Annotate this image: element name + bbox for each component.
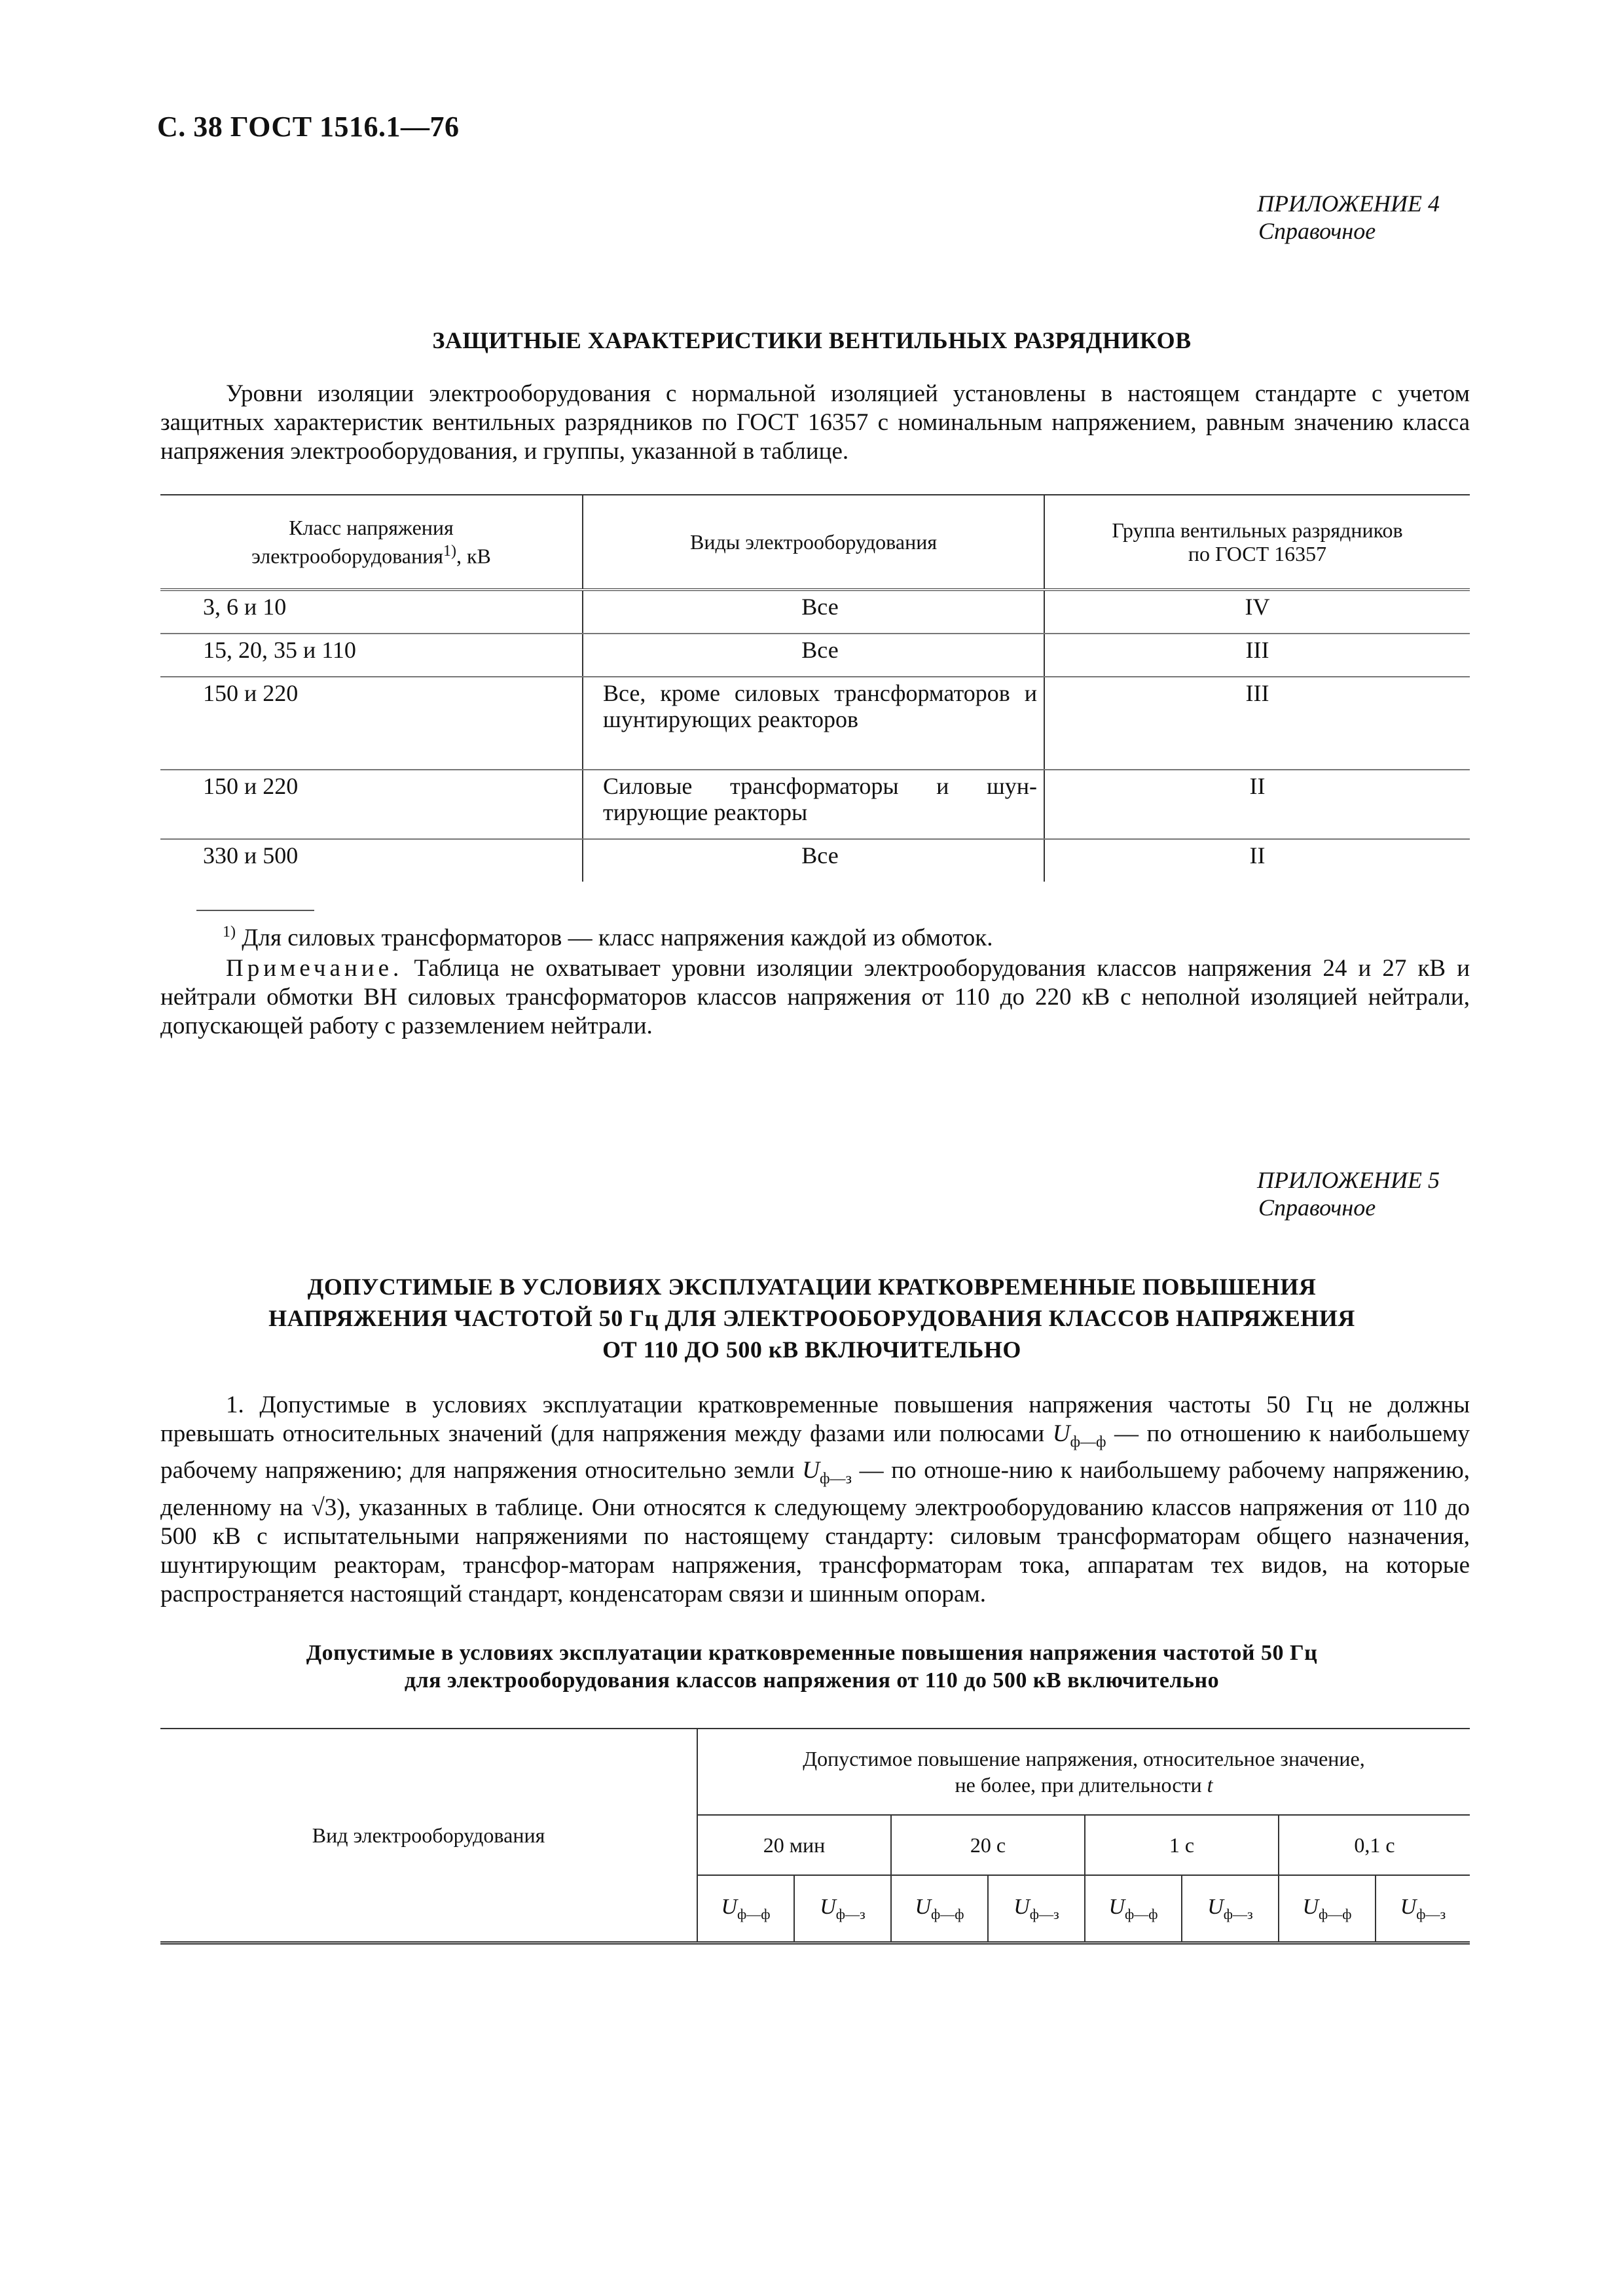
table-footnote: [223, 918, 993, 952]
para-part2: — по отношению к наибольшему рабочему напряжению; для напряжения относительно земли: [160, 1420, 1470, 1484]
u-subscript: ф—з: [835, 1905, 866, 1922]
cell-class: 150 и 220: [160, 677, 583, 770]
col-equipment-kind-header: Виды электрооборудования: [583, 495, 1044, 590]
u-phase-ground: [988, 1875, 1085, 1943]
cell-group: II: [1044, 770, 1470, 839]
cell-class: 3, 6 и 10: [160, 590, 583, 634]
u-subscript: ф—ф: [1125, 1905, 1158, 1922]
u-phase-ground: [1376, 1875, 1470, 1943]
col-voltage-class-header: [160, 495, 583, 590]
note-text: Таблица не охватывает уровни изоляции электрооборудования классов напряжения 24 и 27 кВ и нейтрали обмотки ВН силовых трансформаторов классов напряжения от 110 до 220 кВ с неполной изоляцией нейтрали, допускающей работу с разземлением нейтрали.: [160, 955, 1470, 1039]
appendix5-title: [157, 1271, 1467, 1365]
appendix5-kind: Справочное: [1258, 1194, 1376, 1221]
appendix4-kind: Справочное: [1258, 218, 1376, 244]
u-letter: U: [721, 1894, 738, 1919]
u-letter: U: [820, 1894, 836, 1919]
cell-kind: Силовые трансформаторы и шун-тирующие реакторы: [583, 770, 1044, 839]
table-note: [160, 954, 1470, 1041]
u-subscript: ф—ф: [1319, 1905, 1352, 1922]
u-letter: U: [915, 1894, 932, 1919]
appendix5-title-line1: ДОПУСТИМЫЕ В УСЛОВИЯХ ЭКСПЛУАТАЦИИ КРАТКОВРЕМЕННЫЕ ПОВЫШЕНИЯ: [307, 1274, 1317, 1300]
u-sub-fz: ф—з: [819, 1470, 852, 1488]
table2-title-line2: для электрооборудования классов напряжения от 110 до 500 кВ включительно: [404, 1668, 1220, 1693]
u-phase-phase: [891, 1875, 988, 1943]
col3-line1: Группа вентильных разрядников: [1112, 518, 1403, 542]
appendix4-label: ПРИЛОЖЕНИЕ 4: [1257, 190, 1440, 217]
para-part3: — по отноше-нию к наибольшему рабочему напряжению, деленному на √3), указанных в таблице. Они относятся к следующему электрооборудованию классов напряжения от 110 до 500 кВ с испытательными напряжениями по настоящему стандарту: силовым трансформаторам общего назначения, шунтирующим реакторам, трансфор-маторам напряжения, трансформаторам тока, аппаратам тех видов, на которые распространяется настоящий стандарт, конденсаторам связи и шинным опорам.: [160, 1457, 1470, 1607]
duration-20min: 20 мин: [697, 1815, 891, 1875]
table2-title: [157, 1640, 1467, 1695]
u-letter: U: [1302, 1894, 1319, 1919]
footnote-mark: 1): [223, 924, 236, 941]
para-part1: 1. Допустимые в условиях эксплуатации кратковременные повышения напряжения частоты 50 Гц не должны превышать относительных значений (для напряжения между фазами или полюсами: [160, 1391, 1470, 1447]
u-symbol: U: [802, 1457, 820, 1484]
u-letter: U: [1108, 1894, 1125, 1919]
table-row: [160, 770, 1470, 839]
appendix5-title-line3: ОТ 110 ДО 500 кВ ВКЛЮЧИТЕЛЬНО: [602, 1336, 1021, 1363]
cell-kind: Все: [583, 590, 1044, 634]
u-subscript: ф—з: [1029, 1905, 1059, 1922]
appendix4-title: ЗАЩИТНЫЕ ХАРАКТЕРИСТИКИ ВЕНТИЛЬНЫХ РАЗРЯДНИКОВ: [432, 327, 1192, 353]
overvoltage-table: [160, 1728, 1470, 1945]
cell-group: III: [1044, 677, 1470, 770]
table-row: [160, 677, 1470, 770]
cell-group: III: [1044, 634, 1470, 677]
appendix4-label-block: [1257, 190, 1440, 245]
u-phase-phase: [697, 1875, 794, 1943]
u-phase-ground: [1182, 1875, 1279, 1943]
cell-kind: Все, кроме силовых трансформаторов и шунтирующих реакторов: [583, 677, 1044, 770]
u-phase-ground: [794, 1875, 891, 1943]
cell-class: 330 и 500: [203, 842, 299, 869]
u-symbol: U: [1052, 1420, 1070, 1447]
table-row: [160, 839, 1470, 882]
col1-line1: Класс напряжения: [289, 516, 454, 540]
col1-line2: электрооборудования: [251, 544, 443, 568]
main-header-line1: Допустимое повышение напряжения, относительное значение,: [803, 1747, 1365, 1770]
u-phase-phase: [1085, 1875, 1182, 1943]
u-subscript: ф—ф: [931, 1905, 964, 1922]
duration-1s: 1 с: [1085, 1815, 1279, 1875]
cell-group: IV: [1044, 590, 1470, 634]
equipment-kind-header: Вид электрооборудования: [160, 1729, 697, 1943]
u-subscript: ф—з: [1416, 1905, 1446, 1922]
cell-group: II: [1044, 839, 1470, 882]
u-letter: U: [1013, 1894, 1030, 1919]
col1-footnote-mark: 1): [443, 543, 456, 560]
note-label: Примечание.: [226, 955, 403, 982]
main-header-t: t: [1207, 1773, 1213, 1797]
cell-kind: Все: [583, 839, 1044, 882]
u-letter: U: [1400, 1894, 1417, 1919]
cell-class: 150 и 220: [160, 770, 583, 839]
table-row: [160, 634, 1470, 677]
insulation-table: [160, 494, 1470, 882]
col-arrester-group-header: [1044, 495, 1470, 590]
appendix5-label-block: [1257, 1166, 1440, 1221]
duration-20s: 20 с: [891, 1815, 1085, 1875]
cell-class: 15, 20, 35 и 110: [160, 634, 583, 677]
allowed-increase-header: [697, 1729, 1470, 1815]
cell-kind: Все: [583, 634, 1044, 677]
appendix4-intro: Уровни изоляции электрооборудования с нормальной изоляцией установлены в настоящем стандарте с учетом защитных характеристик вентильных разрядников по ГОСТ 16357 с номинальным напряжением, равным значению класса напряжения электрооборудования, и группы, указанной в таблице.: [160, 380, 1470, 465]
table2-title-line1: Допустимые в условиях эксплуатации кратковременные повышения напряжения частотой 50 Гц: [306, 1641, 1318, 1665]
appendix5-title-line2: НАПРЯЖЕНИЯ ЧАСТОТОЙ 50 Гц ДЛЯ ЭЛЕКТРООБОРУДОВАНИЯ КЛАССОВ НАПРЯЖЕНИЯ: [268, 1305, 1355, 1331]
footnote-divider: [196, 910, 314, 911]
appendix5-paragraph: [160, 1391, 1470, 1609]
page-header: С. 38 ГОСТ 1516.1—76: [157, 111, 460, 143]
u-letter: U: [1207, 1894, 1224, 1919]
main-header-line2: не более, при длительности: [955, 1773, 1202, 1797]
u-sub-ff: ф—ф: [1070, 1433, 1106, 1451]
u-phase-phase: [1279, 1875, 1376, 1943]
appendix5-label: ПРИЛОЖЕНИЕ 5: [1257, 1167, 1440, 1193]
duration-0-1s: 0,1 с: [1279, 1815, 1470, 1875]
u-subscript: ф—ф: [737, 1905, 771, 1922]
u-subscript: ф—з: [1223, 1905, 1253, 1922]
col3-line2: по ГОСТ 16357: [1188, 542, 1327, 565]
col1-unit: , кВ: [456, 544, 491, 568]
footnote-text: Для силовых трансформаторов — класс напряжения каждой из обмоток.: [242, 924, 993, 952]
table-row: [160, 590, 1470, 634]
